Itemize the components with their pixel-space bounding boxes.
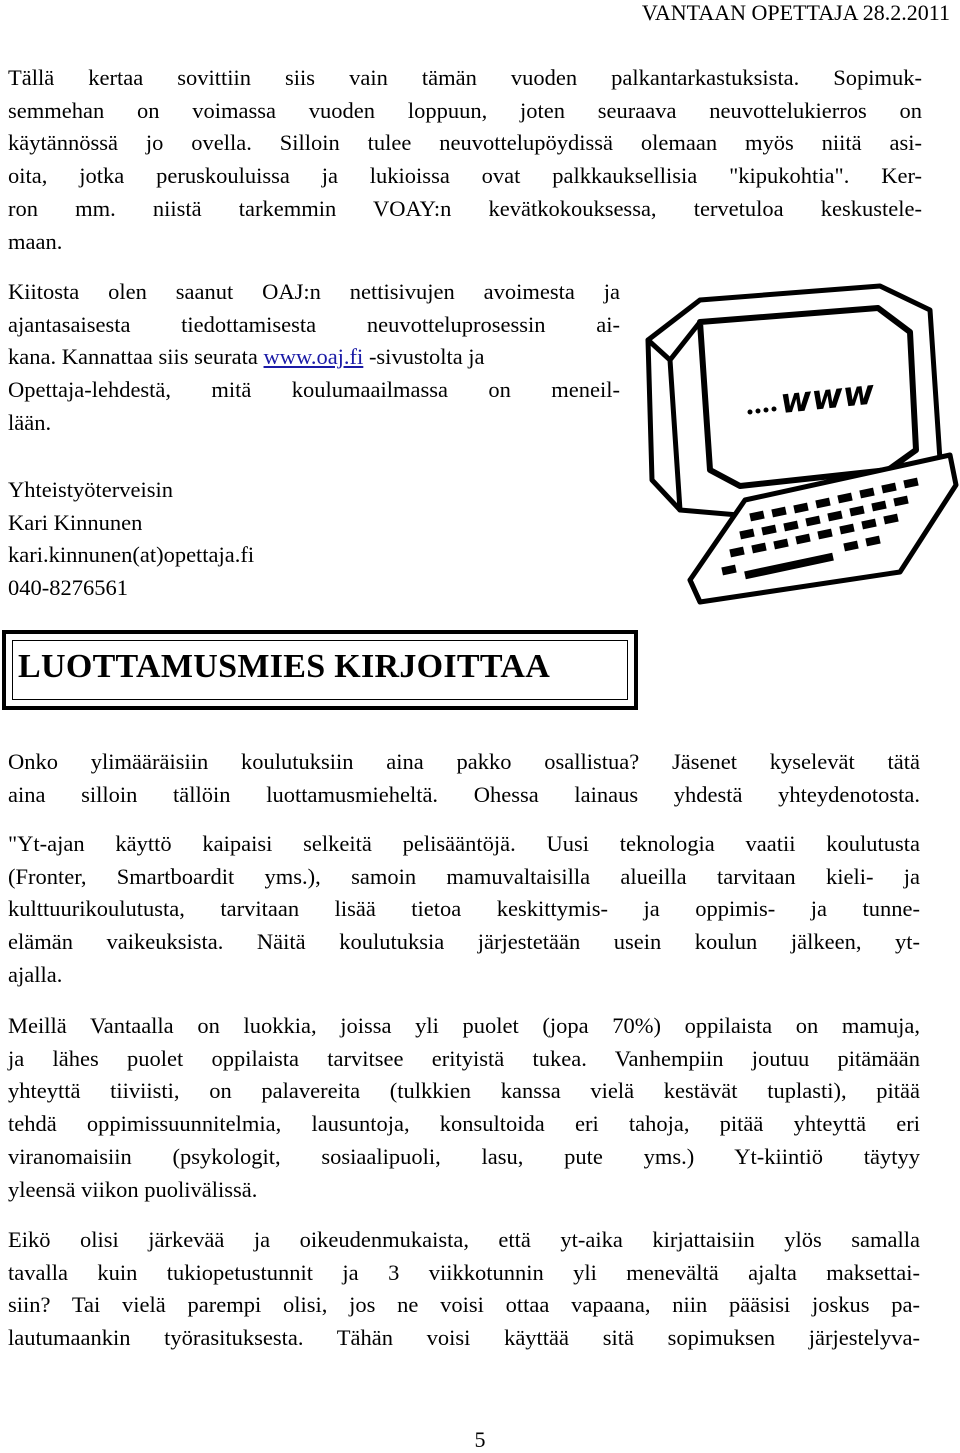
intro-line: semmehan on voimassa vuoden loppuun, joten seuraava neuvottelukierros on	[8, 97, 922, 123]
thanks-line	[8, 341, 620, 374]
oaj-link[interactable]: www.oaj.fi	[263, 344, 364, 370]
page-number: 5	[474, 1427, 486, 1452]
body-line: Onko ylimääräisiin koulutuksiin aina pakko osallistua? Jäsenet kyselevät tätä	[8, 749, 920, 774]
section-title: LUOTTAMUSMIES KIRJOITTAA	[18, 648, 551, 685]
intro-line: oita, jotka peruskouluissa ja lukioissa ovat palkkauksellisia "kipukohtia". Ker-	[8, 163, 922, 189]
body-line: ajalla.	[8, 961, 63, 987]
body-paragraph-2	[8, 828, 920, 992]
thanks-line-text: -sivustolta ja	[363, 344, 485, 370]
signature-block	[8, 474, 408, 605]
thanks-line-text: kana. Kannattaa siis seurata	[8, 344, 264, 370]
thanks-line: lään.	[8, 409, 52, 435]
signature-phone: 040-8276561	[8, 575, 128, 601]
computer-icon	[630, 280, 960, 610]
body-paragraph-4	[8, 1224, 920, 1355]
thanks-line: Kiitosta olen saanut OAJ:n nettisivujen avoimesta ja	[8, 279, 620, 304]
intro-line: Tällä kertaa sovittiin siis vain tämän vuoden palkantarkastuksista. Sopimuk-	[8, 65, 922, 90]
thanks-line: ajantasaisesta tiedottamisesta neuvotteluprosessin ai-	[8, 311, 620, 337]
thanks-paragraph	[8, 276, 620, 440]
body-line: lautumaankin työrasituksesta. Tähän voisi käyttää sitä sopimuksen järjestelyva-	[8, 1325, 920, 1351]
body-line: kulttuurikoulutusta, tarvitaan lisää tietoa keskittymis- ja oppimis- ja tunne-	[8, 896, 920, 922]
body-line: tavalla kuin tukiopetustunnit ja 3 viikkotunnin yli menevältä ajalta maksettai-	[8, 1259, 920, 1285]
intro-line: ron mm. niistä tarkemmin VOAY:n kevätkokouksessa, tervetuloa keskustele-	[8, 195, 922, 221]
body-line: Eikö olisi järkevää ja oikeudenmukaista, että yt-aika kirjattaisiin ylös samalla	[8, 1227, 920, 1252]
body-line: viranomaisiin (psykologit, sosiaalipuoli, lasu, pute yms.) Yt-kiintiö täytyy	[8, 1143, 920, 1169]
screen-text: www	[778, 372, 877, 423]
section-title-box	[2, 630, 638, 710]
body-line: yhteyttä tiiviisti, on palavereita (tulkkien kanssa vielä kestävät tuplasti), pitää	[8, 1078, 920, 1104]
body-line: yleensä viikon puolivälissä.	[8, 1176, 258, 1202]
body-line: siin? Tai vielä parempi olisi, jos ne voisi ottaa vapaana, niin pääsisi joskus pa-	[8, 1292, 920, 1318]
signature-name: Kari Kinnunen	[8, 509, 143, 535]
thanks-line: Opettaja-lehdestä, mitä koulumaailmassa on meneil-	[8, 377, 620, 403]
body-line: ja lähes puolet oppilaista tarvitsee erityistä tukea. Vanhempiin joutuu pitämään	[8, 1045, 920, 1071]
body-line: Meillä Vantaalla on luokkia, joissa yli puolet (jopa 70%) oppilaista on mamuja,	[8, 1013, 920, 1038]
body-line: tehdä oppimissuunnitelmia, lausuntoja, konsultoida eri tahoja, pitää yhteyttä eri	[8, 1111, 920, 1137]
signature-greeting: Yhteistyöterveisin	[8, 477, 173, 502]
body-line: "Yt-ajan käyttö kaipaisi selkeitä pelisääntöjä. Uusi teknologia vaatii koulutusta	[8, 831, 920, 856]
body-paragraph-1	[8, 746, 920, 811]
intro-line: maan.	[8, 228, 63, 254]
body-line: (Fronter, Smartboardit yms.), samoin mamuvaltaisilla alueilla tarvitaan kieli- ja	[8, 863, 920, 889]
intro-line: käytännössä jo ovella. Silloin tulee neuvottelupöydissä olemaan myös niitä asi-	[8, 130, 922, 156]
page-header: VANTAAN OPETTAJA 28.2.2011	[641, 0, 950, 25]
intro-paragraph	[8, 62, 922, 258]
body-paragraph-3	[8, 1010, 920, 1206]
body-line: aina silloin tällöin luottamusmieheltä. Ohessa lainaus yhdestä yhteydenotosta.	[8, 781, 920, 807]
signature-email: kari.kinnunen(at)opettaja.fi	[8, 542, 255, 568]
body-line: elämän vaikeuksista. Näitä koulutuksia järjestetään usein koulun jälkeen, yt-	[8, 929, 920, 955]
